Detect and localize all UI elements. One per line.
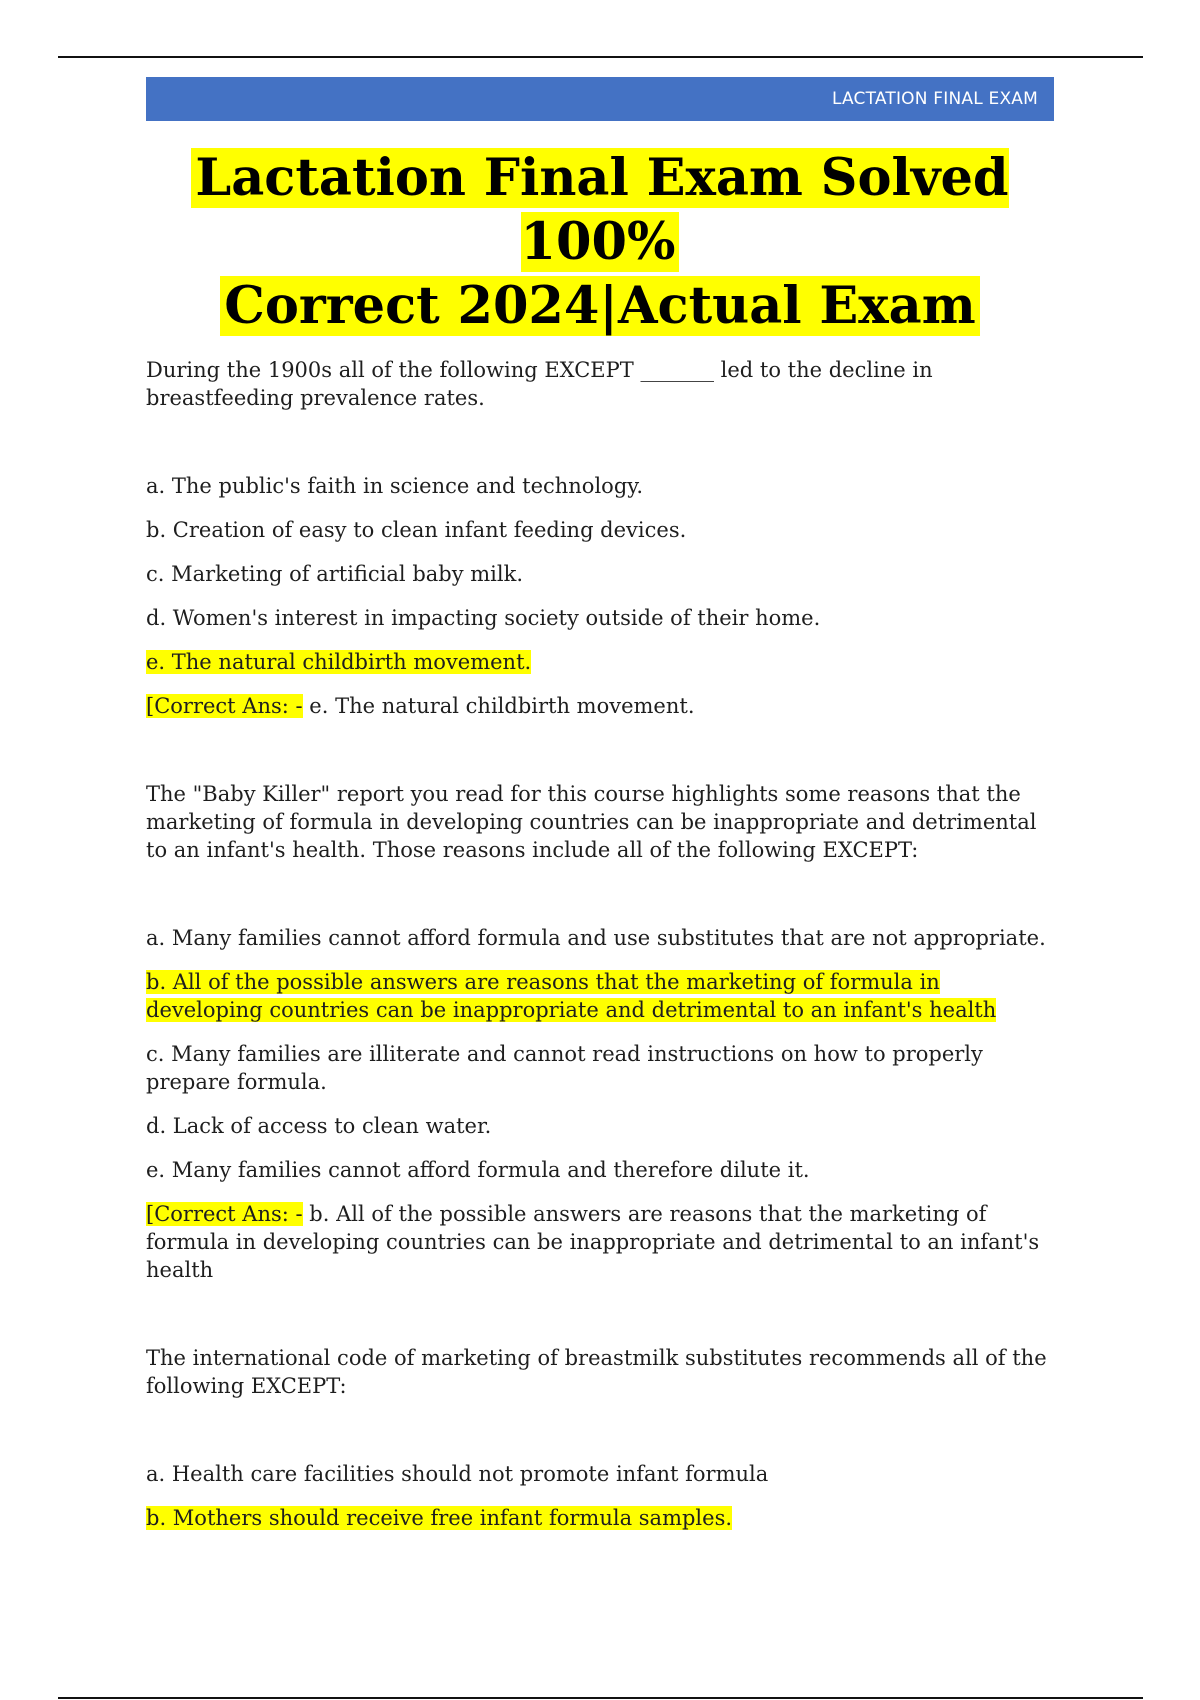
question-3 [146,1344,1054,1532]
answer-prefix: [Correct Ans: - [146,694,303,718]
bottom-rule [58,1697,1143,1699]
question-text: During the 1900s all of the following EXCEPT _______ led to the decline in breastfeeding prevalence rates. [146,358,933,410]
correct-answer [146,1200,1054,1284]
question-2 [146,780,1054,1344]
answer-text: e. The natural childbirth movement. [309,694,695,718]
option: c. Marketing of artificial baby milk. [146,562,524,586]
option-highlighted: b. Mothers should receive free infant formula samples. [146,1506,733,1530]
option: a. Many families cannot afford formula and use substitutes that are not appropriate. [146,926,1046,950]
page-title [146,146,1054,338]
running-header [146,77,1054,121]
question-text: The "Baby Killer" report you read for this course highlights some reasons that the marketing of formula in developing countries can be inappropriate and detrimental to an infant's health. Those reasons include all of the following EXCEPT: [146,782,1037,862]
option: c. Many families are illiterate and cannot read instructions on how to properly prepare formula. [146,1042,983,1094]
answer-text: b. All of the possible answers are reasons that the marketing of formula in developing countries can be inappropriate and detrimental to an infant's health [146,1202,1040,1282]
top-rule [58,56,1143,58]
option: e. Many families cannot afford formula and therefore dilute it. [146,1158,810,1182]
option: a. The public's faith in science and technology. [146,474,644,498]
option-highlighted: b. All of the possible answers are reasons that the marketing of formula in developing countries can be inappropriate and detrimental to an infant's health [146,970,997,1022]
title-line-2: Correct 2024|Actual Exam [220,276,979,336]
question-1 [146,356,1054,780]
option: a. Health care facilities should not promote infant formula [146,1462,769,1486]
document-body [146,146,1054,1548]
option: b. Creation of easy to clean infant feeding devices. [146,518,687,542]
option: d. Women's interest in impacting society outside of their home. [146,606,821,630]
correct-answer [146,692,1054,720]
running-header-label: LACTATION FINAL EXAM [831,89,1038,109]
title-line-1: Lactation Final Exam Solved 100% [191,148,1008,272]
option: d. Lack of access to clean water. [146,1114,492,1138]
question-text: The international code of marketing of breastmilk substitutes recommends all of the following EXCEPT: [146,1346,1047,1398]
option-highlighted: e. The natural childbirth movement. [146,650,532,674]
answer-prefix: [Correct Ans: - [146,1202,303,1226]
